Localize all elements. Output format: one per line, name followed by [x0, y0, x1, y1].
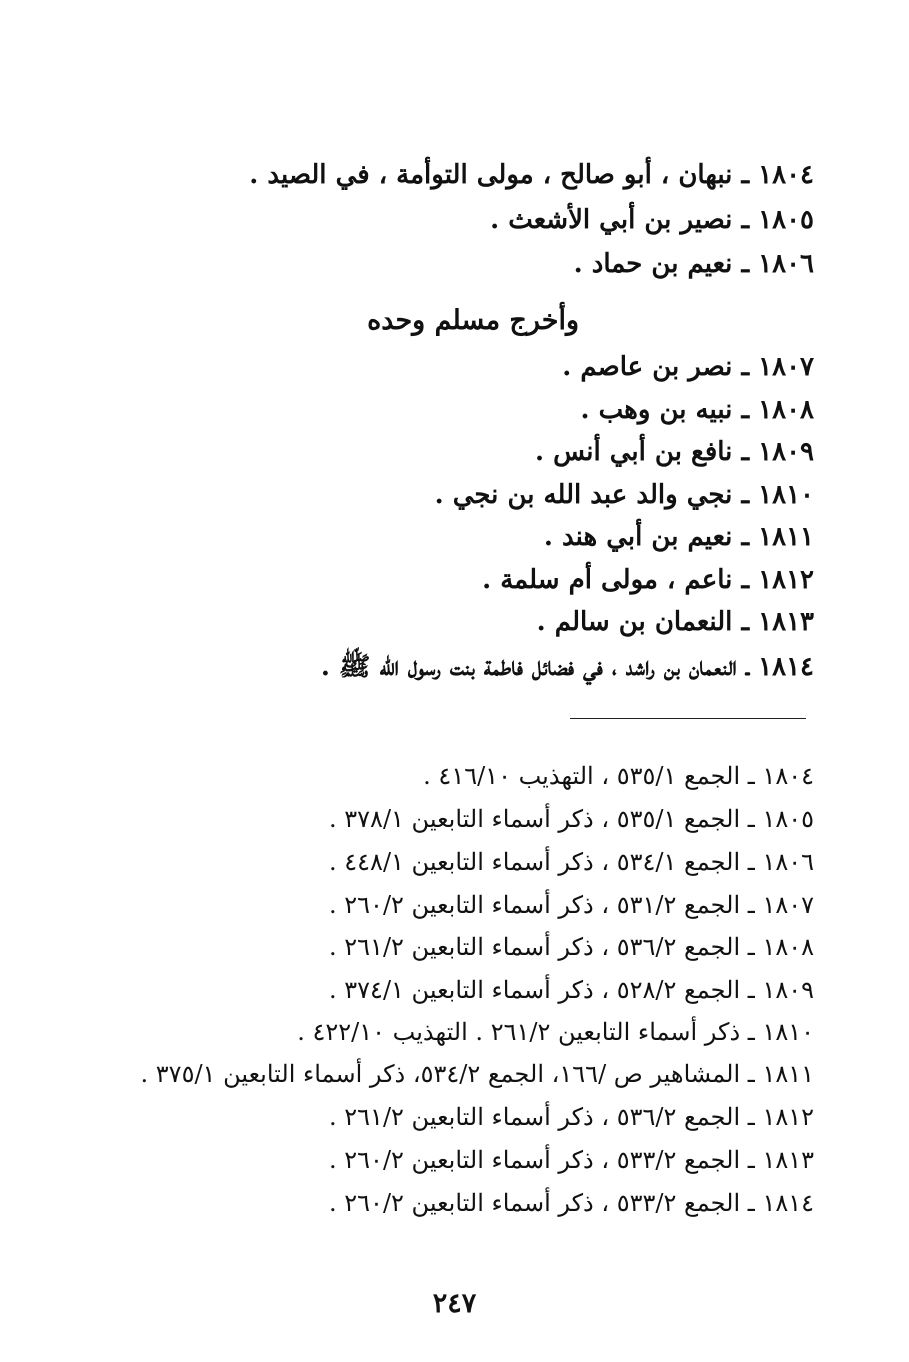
footnote-1805: ١٨٠٥ ـ الجمع ٥٣٥/١ ، ذكر أسماء التابعين ٣٧٨/١ .: [329, 805, 814, 833]
entry-1809: ١٨٠٩ ـ نافع بن أبي أنس .: [534, 437, 814, 467]
page-number: ٢٤٧: [432, 1288, 477, 1319]
footnote-1809: ١٨٠٩ ـ الجمع ٥٢٨/٢ ، ذكر أسماء التابعين ٣٧٤/١ .: [329, 976, 814, 1004]
entry-1805: ١٨٠٥ ـ نصير بن أبي الأشعث .: [490, 205, 814, 235]
entry-1804: ١٨٠٤ ـ نبهان ، أبو صالح ، مولى التوأمة ، في الصيد .: [249, 160, 814, 190]
footnote-1804: ١٨٠٤ ـ الجمع ٥٣٥/١ ، التهذيب ٤١٦/١٠ .: [423, 762, 814, 790]
entry-1811: ١٨١١ ـ نعيم بن أبي هند .: [543, 522, 814, 552]
footnote-1810: ١٨١٠ ـ ذكر أسماء التابعين ٢٦١/٢ . التهذيب ٤٢٢/١٠ .: [297, 1018, 814, 1046]
footnote-1808: ١٨٠٨ ـ الجمع ٥٣٦/٢ ، ذكر أسماء التابعين ٢٦١/٢ .: [329, 933, 814, 961]
footnote-1807: ١٨٠٧ ـ الجمع ٥٣١/٢ ، ذكر أسماء التابعين ٢٦٠/٢ .: [329, 891, 814, 919]
entry-1807: ١٨٠٧ ـ نصر بن عاصم .: [562, 352, 814, 382]
footnote-1811: ١٨١١ ـ المشاهير ص /١٦٦، الجمع ٥٣٤/٢، ذكر أسماء التابعين ٣٧٥/١ .: [140, 1060, 814, 1088]
entry-1814: ١٨١٤ ـ النعمان بن راشد ، في فضائل فاطمة بنت رسول الله ﷺ .: [320, 652, 814, 682]
entry-1813: ١٨١٣ ـ النعمان بن سالم .: [536, 607, 814, 637]
footnote-1813: ١٨١٣ ـ الجمع ٥٣٣/٢ ، ذكر أسماء التابعين ٢٦٠/٢ .: [329, 1146, 814, 1174]
entry-1812: ١٨١٢ ـ ناعم ، مولى أم سلمة .: [482, 565, 814, 595]
entry-1806: ١٨٠٦ ـ نعيم بن حماد .: [573, 249, 814, 279]
footnote-1806: ١٨٠٦ ـ الجمع ٥٣٤/١ ، ذكر أسماء التابعين ٤٤٨/١ .: [329, 848, 814, 876]
section-heading: وأخرج مسلم وحده: [367, 305, 579, 336]
footnote-divider: [570, 718, 806, 719]
entry-1810: ١٨١٠ ـ نجي والد عبد الله بن نجي .: [434, 480, 814, 510]
footnote-1812: ١٨١٢ ـ الجمع ٥٣٦/٢ ، ذكر أسماء التابعين ٢٦١/٢ .: [329, 1103, 814, 1131]
entry-1808: ١٨٠٨ ـ نبيه بن وهب .: [580, 395, 814, 425]
footnote-1814: ١٨١٤ ـ الجمع ٥٣٣/٢ ، ذكر أسماء التابعين ٢٦٠/٢ .: [329, 1189, 814, 1217]
